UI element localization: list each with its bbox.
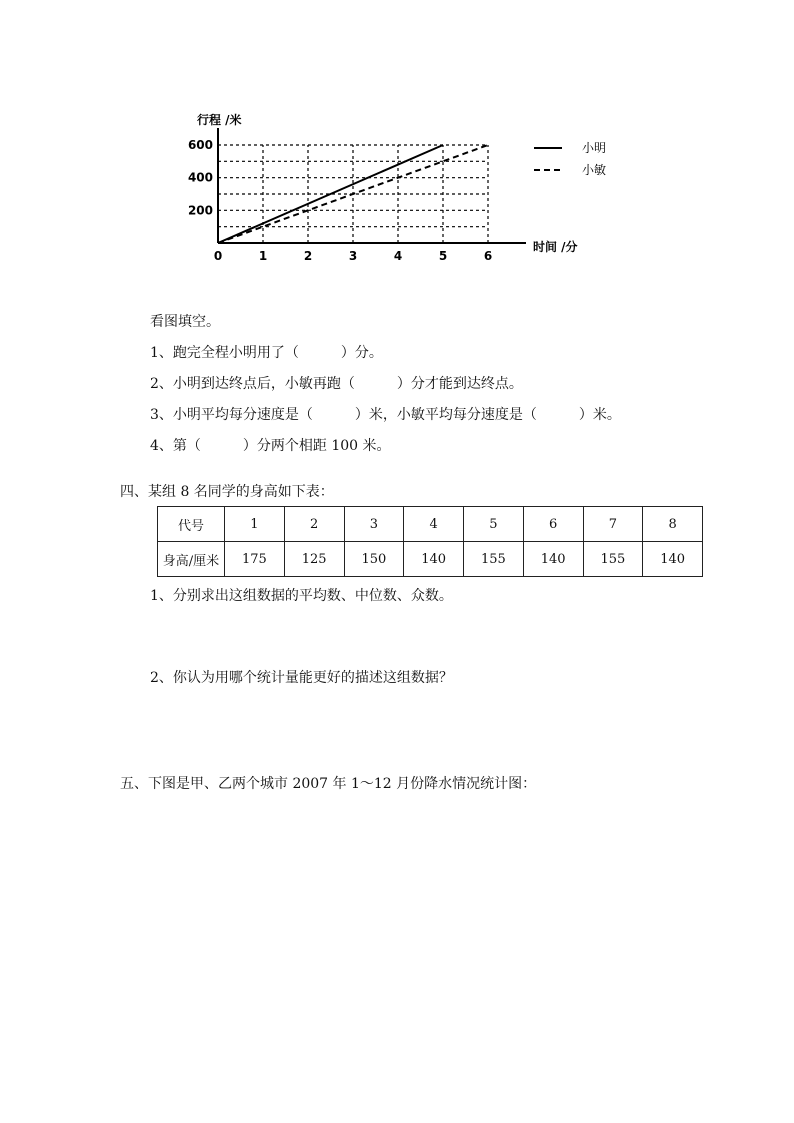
table-row-heights xyxy=(158,542,703,577)
question-3-2: 2、小明到达终点后，小敏再跑（ ）分才能到达终点。 xyxy=(150,376,523,392)
x-tick-label: 3 xyxy=(348,249,358,263)
y-tick-label: 200 xyxy=(187,203,213,218)
x-tick-label: 1 xyxy=(258,249,268,263)
chart-ticks xyxy=(188,138,492,263)
chart-axes xyxy=(218,128,526,243)
table-cell: 140 xyxy=(523,542,583,577)
legend-label-xiaomin: 小敏 xyxy=(582,163,607,177)
table-cell: 140 xyxy=(404,542,464,577)
x-tick-label: 6 xyxy=(483,249,493,263)
x-tick-label: 4 xyxy=(393,249,403,263)
x-tick-label: 5 xyxy=(438,249,448,263)
table-cell: 5 xyxy=(464,507,524,542)
table-row-codes xyxy=(158,507,703,542)
series-line-xiaoming xyxy=(218,145,443,243)
y-tick-label: 600 xyxy=(187,138,213,152)
table-cell: 155 xyxy=(583,542,643,577)
section-5-title: 五、下图是甲、乙两个城市 2007 年 1～12 月份降水情况统计图： xyxy=(120,776,537,792)
y-axis-label: 行程 /米 xyxy=(197,113,242,127)
table-cell: 4 xyxy=(404,507,464,542)
table-cell: 150 xyxy=(344,542,404,577)
question-3-3: 3、小明平均每分速度是（ ）米，小敏平均每分速度是（ ）米。 xyxy=(150,407,621,423)
table-cell: 2 xyxy=(284,507,344,542)
table-cell: 1 xyxy=(225,507,285,542)
x-tick-label: 2 xyxy=(303,249,313,263)
table-header-height: 身高/厘米 xyxy=(158,542,225,577)
table-cell: 140 xyxy=(643,542,703,577)
table-header-code: 代号 xyxy=(158,507,225,542)
x-tick-label: 0 xyxy=(213,249,223,263)
table-cell: 8 xyxy=(643,507,703,542)
table-cell: 6 xyxy=(523,507,583,542)
x-axis-label: 时间 /分 xyxy=(533,240,578,254)
table-cell: 175 xyxy=(225,542,285,577)
section-4-title: 四、某组 8 名同学的身高如下表： xyxy=(120,484,334,500)
height-table xyxy=(157,506,703,577)
distance-time-chart xyxy=(0,0,794,300)
table-cell: 155 xyxy=(464,542,524,577)
fill-in-intro: 看图填空。 xyxy=(150,314,220,330)
question-4-1: 1、分别求出这组数据的平均数、中位数、众数。 xyxy=(150,588,453,604)
chart-legend xyxy=(534,141,606,177)
table-cell: 125 xyxy=(284,542,344,577)
legend-label-xiaoming: 小明 xyxy=(582,141,607,155)
question-3-4: 4、第（ ）分两个相距 100 米。 xyxy=(150,438,391,454)
table-cell: 7 xyxy=(583,507,643,542)
y-tick-label: 400 xyxy=(187,170,213,185)
table-cell: 3 xyxy=(344,507,404,542)
question-3-1: 1、跑完全程小明用了（ ）分。 xyxy=(150,345,383,361)
question-4-2: 2、你认为用哪个统计量能更好的描述这组数据？ xyxy=(150,670,453,686)
